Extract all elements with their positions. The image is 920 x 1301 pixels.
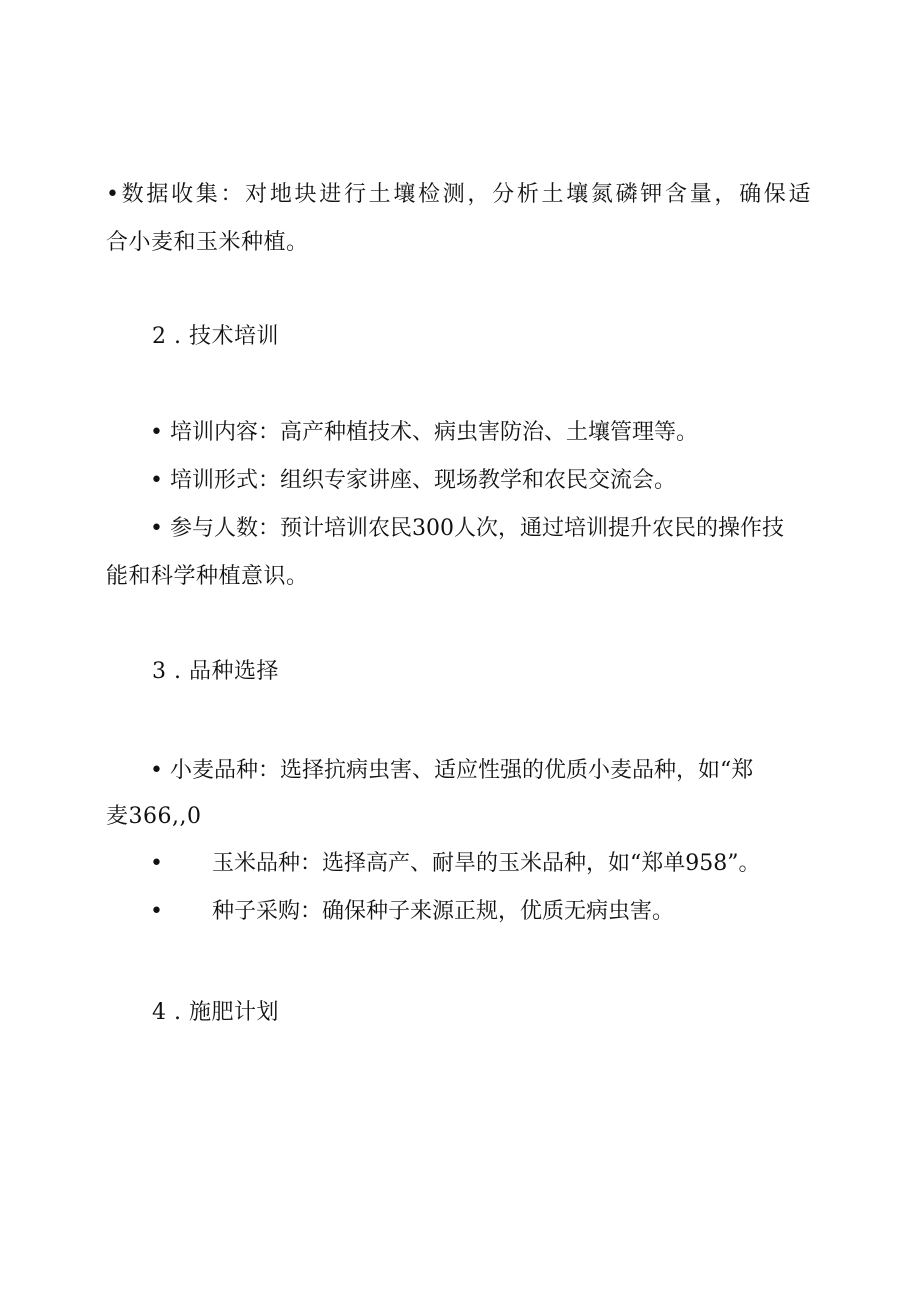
training-participants-text: 参与人数：预计培训农民300人次，通过培训提升农民的操作技 <box>170 516 784 541</box>
corn-variety-text: 玉米品种：选择高产、耐旱的玉米品种，如“郑单958”。 <box>212 851 761 876</box>
bullet-icon: • <box>150 851 163 876</box>
list-item-wheat-variety <box>150 756 753 786</box>
section-heading-fertilizer: 4 . 施肥计划 <box>152 1000 279 1025</box>
list-item-seed-purchase <box>150 897 674 927</box>
bullet-icon: • <box>150 468 163 493</box>
list-item-corn-variety <box>150 849 761 879</box>
training-form-text: 培训形式：组织专家讲座、现场教学和农民交流会。 <box>170 468 677 493</box>
section-heading-variety: 3 . 品种选择 <box>152 659 279 684</box>
list-item-training-form <box>150 466 676 496</box>
data-collection-line-1: •数据收集：对地块进行土壤检测，分析土壤氮磷钾含量，确保适 <box>106 182 811 207</box>
section-heading-training: 2 . 技术培训 <box>152 324 279 349</box>
list-item-training-participants <box>150 514 784 544</box>
bullet-icon: • <box>150 516 163 541</box>
wheat-variety-continued: 麦366,,0 <box>106 804 202 829</box>
training-participants-continued: 能和科学种植意识。 <box>106 564 309 589</box>
seed-purchase-text: 种子采购：确保种子来源正规，优质无病虫害。 <box>212 899 675 924</box>
list-item-training-content <box>150 418 698 448</box>
bullet-icon: • <box>150 420 163 445</box>
wheat-variety-text: 小麦品种：选择抗病虫害、适应性强的优质小麦品种，如“郑 <box>170 758 754 783</box>
data-collection-line-2: 合小麦和玉米种植。 <box>106 230 309 255</box>
bullet-icon: • <box>150 899 163 924</box>
training-content-text: 培训内容：高产种植技术、病虫害防治、土壤管理等。 <box>170 420 699 445</box>
bullet-icon: • <box>150 758 163 783</box>
